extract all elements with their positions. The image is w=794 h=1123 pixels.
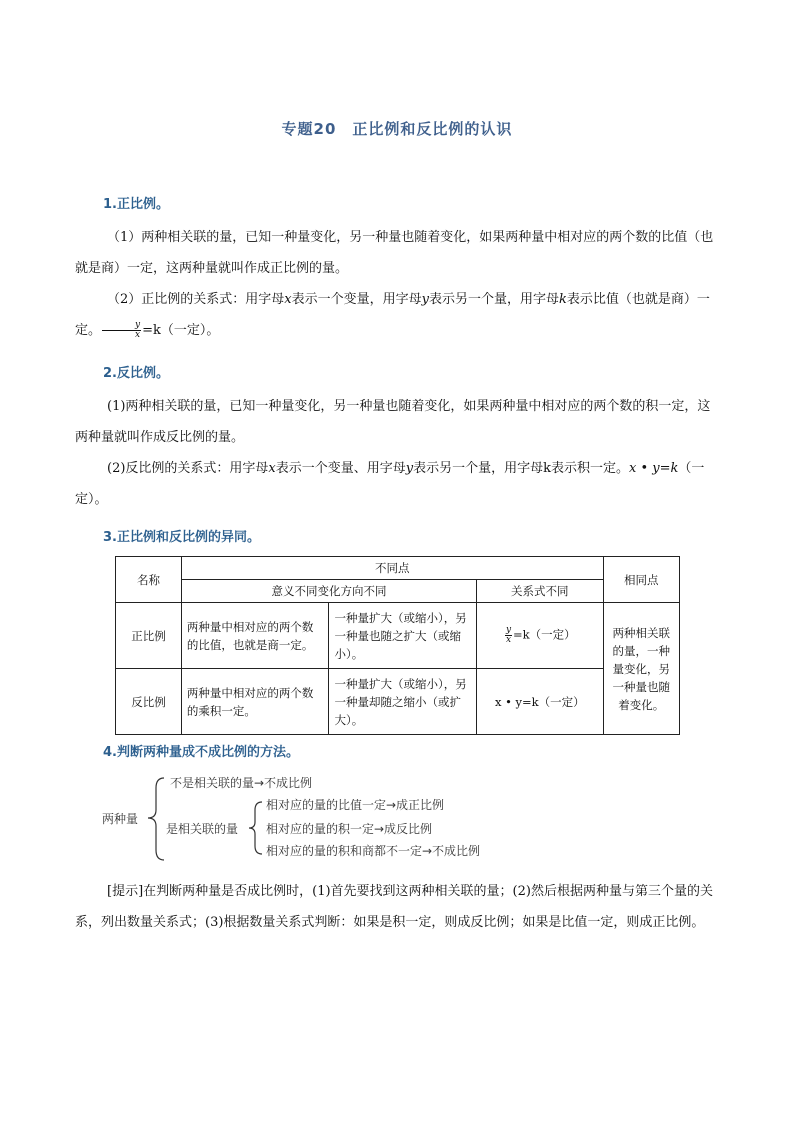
fraction-y-over-x — [102, 321, 141, 340]
inverse-proportion-formula-paragraph — [75, 453, 723, 515]
fraction-denominator: x — [135, 330, 141, 340]
fraction-y-over-x — [505, 626, 512, 645]
tip-paragraph: [提示]在判断两种量是否成比例时，(1)首先要找到这两种相关联的量；(2)然后根据两种量与第三个量的关系，列出数量关系式；(3)根据数量关系式判断：如果是积一定，则成反比例；如果是比值一定，则成正比例。 — [75, 884, 713, 930]
row-direct-name: 正比例 — [116, 603, 182, 669]
var-y: y — [405, 461, 414, 476]
section-heading-direct-proportion: 1.正比例。 — [103, 197, 169, 212]
comparison-table — [115, 556, 680, 735]
page-title: 专题20 正比例和反比例的认识 — [281, 120, 513, 138]
row-direct-relation — [476, 603, 603, 669]
diagram-root: 两种量 — [102, 812, 139, 826]
diagram-sub-product: 相对应的量的积一定→成反比例 — [266, 822, 433, 836]
inverse-proportion-definition: (1)两种相关联的量，已知一种量变化，另一种量也随着变化，如果两种量中相对应的两个数的积一定，这两种量就叫作成反比例的量。 — [75, 399, 711, 445]
row-direct-meaning: 两种量中相对应的两个数的比值，也就是商一定。 — [181, 603, 329, 669]
text-run: (2)反比例的关系式：用字母 — [107, 461, 269, 476]
text-run: 表示一个变量、用字母 — [275, 461, 406, 476]
row-inverse-meaning: 两种量中相对应的两个数的乘积一定。 — [181, 669, 329, 735]
formula-xy-k: x • y=k — [629, 461, 679, 476]
text-run: （一定）。 — [75, 461, 705, 507]
var-x: x — [268, 461, 276, 476]
section-heading-judging-method: 4.判断两种量成不成比例的方法。 — [103, 745, 299, 760]
diagram-sub-ratio: 相对应的量的比值一定→成正比例 — [266, 798, 445, 812]
diagram-branch-unrelated: 不是相关联的量→不成比例 — [170, 776, 313, 790]
text-run: =k（一定）。 — [142, 323, 220, 338]
text-run: 表示一个变量，用字母 — [291, 292, 422, 307]
direct-proportion-formula-paragraph — [75, 284, 723, 346]
fraction-numerator: y — [102, 321, 141, 331]
text-run: 表示另一个量，用字母k表示积一定。 — [413, 461, 630, 476]
diagram-sub-neither: 相对应的量的积和商都不一定→不成比例 — [266, 844, 481, 858]
var-k: k — [559, 292, 567, 307]
fraction-numerator: y — [505, 625, 512, 635]
row-inverse-relation: x • y=k（一定） — [476, 669, 603, 735]
header-differences: 不同点 — [181, 557, 603, 580]
header-similarities: 相同点 — [603, 557, 679, 603]
var-x: x — [284, 292, 292, 307]
row-direct-direction: 一种量扩大（或缩小），另一种量也随之扩大（或缩小）。 — [329, 603, 477, 669]
text-run: 表示比值（也就是商）一定。 — [75, 292, 710, 338]
similarities-cell: 两种相关联的量，一种量变化，另一种量也随着变化。 — [603, 603, 679, 735]
header-relation: 关系式不同 — [476, 580, 603, 603]
row-inverse-direction: 一种量扩大（或缩小），另一种量却随之缩小（或扩大）。 — [329, 669, 477, 735]
classification-diagram — [100, 772, 520, 864]
text-run: （2）正比例的关系式：用字母 — [107, 292, 285, 307]
row-inverse-name: 反比例 — [116, 669, 182, 735]
header-name: 名称 — [116, 557, 182, 603]
text-run: 表示另一个量，用字母 — [429, 292, 560, 307]
header-meaning-direction: 意义不同变化方向不同 — [181, 580, 476, 603]
fraction-denominator: x — [505, 635, 512, 645]
diagram-branch-related: 是相关联的量 — [166, 822, 239, 836]
relation-text: =k（一定） — [513, 627, 576, 642]
direct-proportion-definition: （1）两种相关联的量，已知一种量变化，另一种量也随着变化，如果两种量中相对应的两个数的比值（也就是商）一定，这两种量就叫作成正比例的量。 — [75, 230, 714, 276]
var-y: y — [421, 292, 429, 307]
section-heading-inverse-proportion: 2.反比例。 — [103, 366, 169, 381]
section-heading-comparison: 3.正比例和反比例的异同。 — [103, 530, 260, 545]
